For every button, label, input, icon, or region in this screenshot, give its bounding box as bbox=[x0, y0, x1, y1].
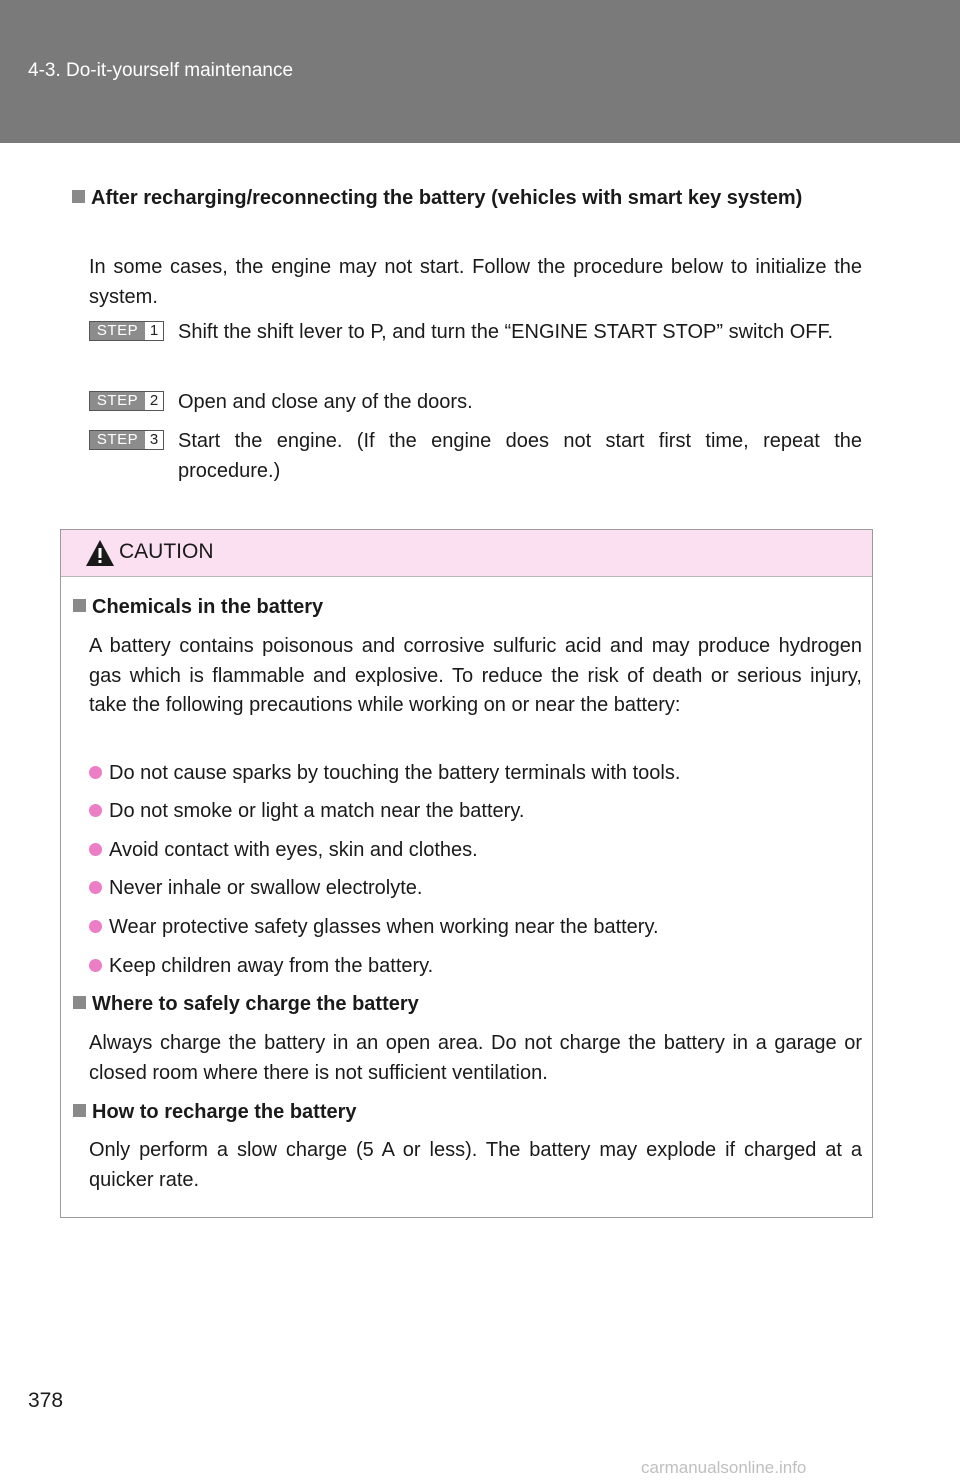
caution-heading: How to recharge the battery bbox=[73, 1097, 863, 1127]
square-bullet-icon bbox=[72, 190, 85, 203]
bullet-item: Wear protective safety glasses when working near the battery. bbox=[89, 912, 862, 942]
square-bullet-icon bbox=[73, 1104, 86, 1117]
bullet-dot-icon bbox=[89, 766, 102, 779]
caution-paragraph: Always charge the battery in an open area. Do not charge the battery in a garage or closed room where there is not sufficient ventilation. bbox=[89, 1032, 862, 1084]
topic-heading: After recharging/reconnecting the battery (vehicles with smart key system) bbox=[72, 183, 862, 213]
watermark: carmanualsonline.info bbox=[641, 1458, 807, 1477]
bullet-item: Do not smoke or light a match near the battery. bbox=[89, 796, 862, 826]
bullet-item: Never inhale or swallow electrolyte. bbox=[89, 873, 862, 903]
step-text: Open and close any of the doors. bbox=[178, 391, 473, 413]
caution-title: CAUTION bbox=[119, 540, 214, 563]
bullet-dot-icon bbox=[89, 804, 102, 817]
bullet-item: Avoid contact with eyes, skin and clothes. bbox=[89, 835, 862, 865]
bullet-dot-icon bbox=[89, 843, 102, 856]
square-bullet-icon bbox=[73, 599, 86, 612]
step-text: Shift the shift lever to P, and turn the “ENGINE START STOP” switch OFF. bbox=[178, 321, 834, 343]
step-badge: STEP 1 bbox=[89, 321, 164, 341]
step-badge: STEP 2 bbox=[89, 391, 164, 411]
step-badge: STEP 3 bbox=[89, 430, 164, 450]
warning-triangle-icon bbox=[85, 539, 115, 567]
bullet-dot-icon bbox=[89, 959, 102, 972]
page-number: 378 bbox=[28, 1389, 64, 1412]
bullet-dot-icon bbox=[89, 881, 102, 894]
bullet-item: Keep children away from the battery. bbox=[89, 951, 862, 981]
caution-paragraph: A battery contains poisonous and corrosive sulfuric acid and may produce hydrogen gas which is flammable and explosive. To reduce the risk of death or serious injury, take the following precautions while working on or near the battery: bbox=[89, 635, 862, 716]
caution-header bbox=[61, 530, 872, 577]
bullet-item: Do not cause sparks by touching the battery terminals with tools. bbox=[89, 758, 862, 788]
caution-heading: Chemicals in the battery bbox=[73, 592, 863, 622]
caution-paragraph: Only perform a slow charge (5 A or less). The battery may explode if charged at a quicker rate. bbox=[89, 1139, 862, 1191]
caution-box bbox=[60, 529, 873, 1218]
page-header bbox=[0, 0, 960, 143]
bullet-dot-icon bbox=[89, 920, 102, 933]
square-bullet-icon bbox=[73, 996, 86, 1009]
caution-heading: Where to safely charge the battery bbox=[73, 989, 863, 1019]
step-text: Start the engine. (If the engine does not start first time, repeat the procedure.) bbox=[178, 430, 862, 482]
section-title: 4-3. Do-it-yourself maintenance bbox=[28, 60, 294, 81]
intro-paragraph: In some cases, the engine may not start. Follow the procedure below to initialize the system. bbox=[89, 256, 862, 308]
